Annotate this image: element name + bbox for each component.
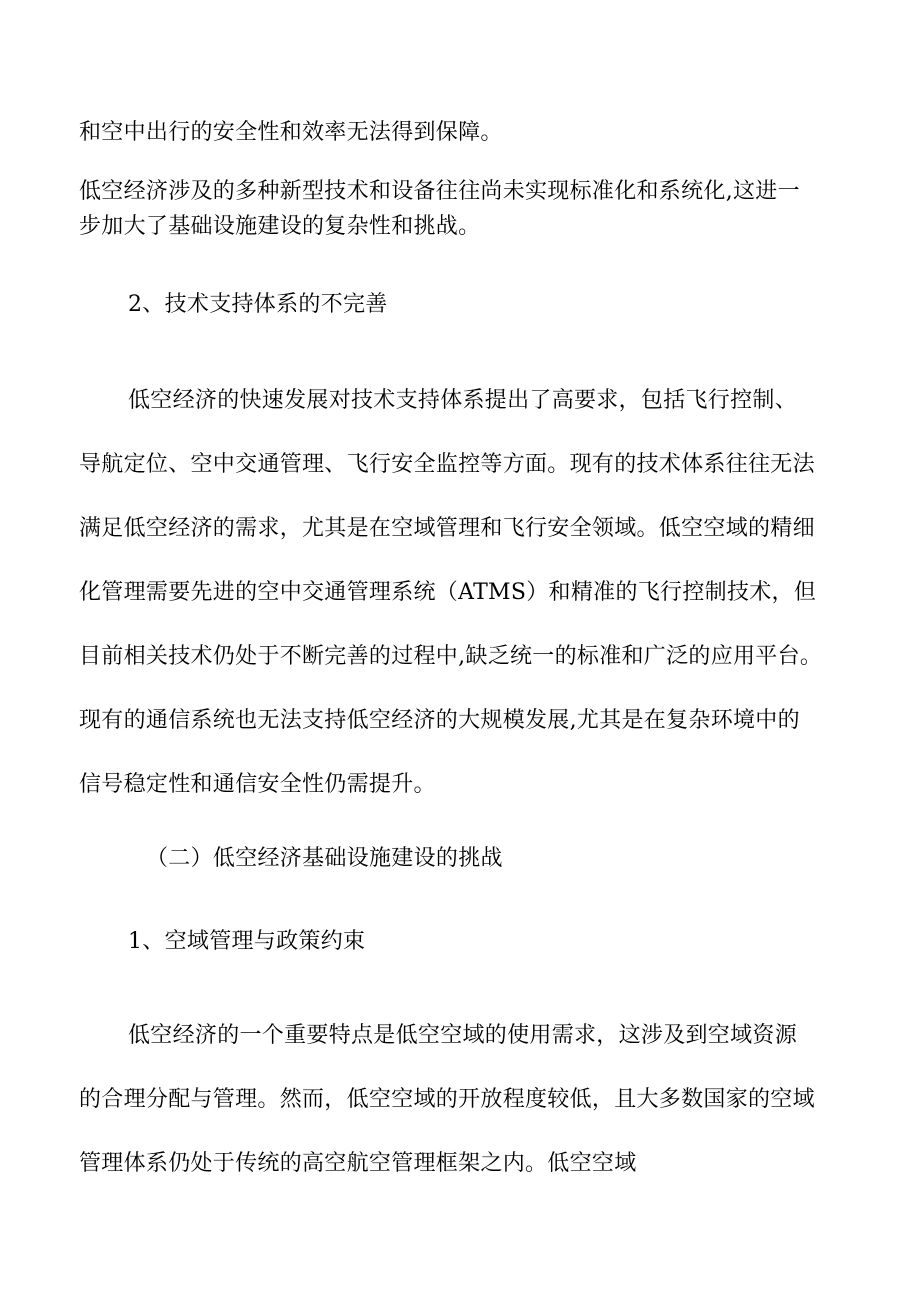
paragraph-line: 低空经济涉及的多种新型技术和设备往往尚未实现标准化和系统化,这进一	[79, 179, 800, 204]
subsection-heading: 2、技术支持体系的不完善	[128, 292, 388, 317]
section-heading: （二）低空经济基础设施建设的挑战	[146, 846, 503, 871]
paragraph-line: 低空经济的快速发展对技术支持体系提出了高要求，包括飞行控制、	[128, 388, 798, 413]
paragraph-line: 管理体系仍处于传统的高空航空管理框架之内。低空空域	[79, 1151, 637, 1176]
paragraph-line: 化管理需要先进的空中交通管理系统（ATMS）和精准的飞行控制技术，但	[79, 580, 817, 605]
paragraph-line: 和空中出行的安全性和效率无法得到保障。	[79, 120, 503, 145]
paragraph-line: 的合理分配与管理。然而，低空空域的开放程度较低，且大多数国家的空域	[79, 1087, 815, 1112]
paragraph-line: 导航定位、空中交通管理、飞行安全监控等方面。现有的技术体系往往无法	[79, 452, 815, 477]
paragraph-line: 低空经济的一个重要特点是低空空域的使用需求，这涉及到空域资源	[128, 1023, 798, 1048]
paragraph-line: 信号稳定性和通信安全性仍需提升。	[79, 772, 436, 797]
paragraph-line: 现有的通信系统也无法支持低空经济的大规模发展,尤其是在复杂环境中的	[79, 708, 800, 733]
paragraph-line: 目前相关技术仍处于不断完善的过程中,缺乏统一的标准和广泛的应用平台。	[79, 644, 823, 669]
paragraph-line: 步加大了基础设施建设的复杂性和挑战。	[79, 214, 481, 239]
paragraph-line: 满足低空经济的需求，尤其是在空域管理和飞行安全领域。低空空域的精细	[79, 516, 815, 541]
subsection-heading: 1、空域管理与政策约束	[128, 929, 366, 954]
